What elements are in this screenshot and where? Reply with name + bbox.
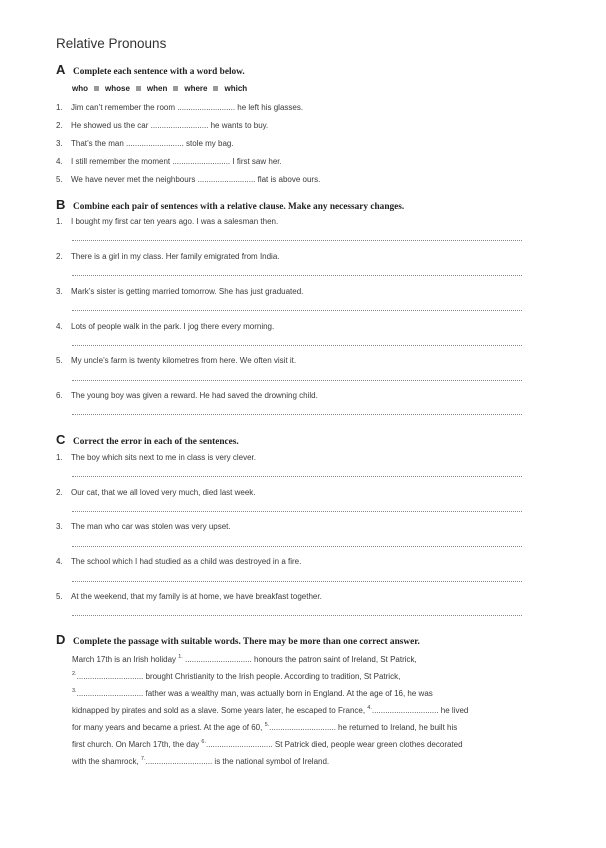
word-box-item: whose bbox=[105, 84, 130, 93]
passage-text: .............................. father was a wealthy man, was actually born in England. At the age of 16, he was bbox=[76, 689, 433, 698]
square-bullet-icon bbox=[136, 86, 141, 91]
section-b-letter: B bbox=[56, 197, 66, 212]
gap-number: 7. bbox=[140, 756, 146, 762]
exercise-item: 1. I bought my first car ten years ago. I was a salesman then. bbox=[56, 217, 279, 226]
section-b-heading bbox=[56, 197, 404, 212]
passage-line bbox=[72, 740, 532, 749]
passage-line bbox=[72, 757, 532, 766]
passage-text: .............................. he returned to Ireland, he built his bbox=[269, 723, 458, 732]
exercise-item: 5. We have never met the neighbours .......................... flat is above ours. bbox=[56, 175, 321, 184]
square-bullet-icon bbox=[94, 86, 99, 91]
section-d-instruction: Complete the passage with suitable words. There may be more than one correct answer. bbox=[73, 637, 420, 647]
exercise-item: 2. There is a girl in my class. Her family emigrated from India. bbox=[56, 252, 280, 261]
section-c-instruction: Correct the error in each of the sentences. bbox=[73, 437, 239, 447]
exercise-item: 4. I still remember the moment .......................... I first saw her. bbox=[56, 157, 282, 166]
exercise-item: 1. The boy which sits next to me in class is very clever. bbox=[56, 453, 256, 462]
passage-line bbox=[72, 655, 532, 664]
answer-line[interactable] bbox=[72, 476, 522, 477]
passage-text: kidnapped by pirates and sold as a slave. Some years later, he escaped to France, bbox=[72, 706, 368, 715]
exercise-item: 3. The man who car was stolen was very upset. bbox=[56, 522, 231, 531]
passage-text: with the shamrock, bbox=[72, 757, 141, 766]
section-d-letter: D bbox=[56, 632, 66, 647]
gap-number: 6. bbox=[201, 739, 206, 745]
exercise-item: 3. That’s the man .......................... stole my bag. bbox=[56, 139, 234, 148]
section-b-instruction: Combine each pair of sentences with a relative clause. Make any necessary changes. bbox=[73, 202, 405, 212]
answer-line[interactable] bbox=[72, 581, 522, 582]
answer-line[interactable] bbox=[72, 275, 522, 276]
answer-line[interactable] bbox=[72, 511, 522, 512]
passage-text: .............................. brought Christianity to the Irish people. According to tradition, St Patrick, bbox=[76, 672, 401, 681]
passage-line bbox=[72, 672, 532, 681]
gap-number: 1. bbox=[178, 654, 183, 660]
gap-number: 3. bbox=[72, 688, 77, 694]
section-c-letter: C bbox=[56, 432, 66, 447]
word-box-item: which bbox=[224, 84, 248, 93]
section-c-heading bbox=[56, 432, 239, 447]
gap-number: 5. bbox=[264, 722, 270, 728]
answer-line[interactable] bbox=[72, 380, 522, 381]
exercise-item: 6. The young boy was given a reward. He had saved the drowning child. bbox=[56, 391, 318, 400]
passage-text: .............................. he lived bbox=[371, 706, 469, 715]
word-box-item: where bbox=[184, 84, 208, 93]
passage-text: first church. On March 17th, the day bbox=[72, 740, 202, 749]
passage-text: March 17th is an Irish holiday bbox=[72, 655, 179, 664]
section-d-heading bbox=[56, 632, 420, 647]
answer-line[interactable] bbox=[72, 345, 522, 346]
exercise-item: 5. My uncle’s farm is twenty kilometres from here. We often visit it. bbox=[56, 356, 297, 365]
section-a-letter: A bbox=[56, 62, 66, 77]
word-box bbox=[72, 84, 247, 93]
exercise-item: 2. He showed us the car .......................... he wants to buy. bbox=[56, 121, 269, 130]
exercise-item: 2. Our cat, that we all loved very much, died last week. bbox=[56, 488, 256, 497]
passage-line bbox=[72, 723, 532, 732]
exercise-item: 4. The school which I had studied as a child was destroyed in a fire. bbox=[56, 557, 302, 566]
square-bullet-icon bbox=[213, 86, 218, 91]
answer-line[interactable] bbox=[72, 310, 522, 311]
answer-line[interactable] bbox=[72, 240, 522, 241]
page-title: Relative Pronouns bbox=[56, 36, 167, 51]
passage-text: .............................. is the national symbol of Ireland. bbox=[145, 757, 330, 766]
section-a-heading bbox=[56, 62, 245, 77]
word-box-item: when bbox=[146, 84, 168, 93]
gap-number: 4. bbox=[367, 705, 372, 711]
section-a-instruction: Complete each sentence with a word below. bbox=[73, 67, 245, 77]
passage-line bbox=[72, 706, 532, 715]
square-bullet-icon bbox=[173, 86, 178, 91]
exercise-item: 5. At the weekend, that my family is at home, we have breakfast together. bbox=[56, 592, 322, 601]
exercise-item: 3. Mark’s sister is getting married tomorrow. She has just graduated. bbox=[56, 287, 304, 296]
exercise-item: 4. Lots of people walk in the park. I jog there every morning. bbox=[56, 322, 275, 331]
answer-line[interactable] bbox=[72, 414, 522, 415]
gap-number: 2. bbox=[72, 671, 77, 677]
passage-text: .............................. honours the patron saint of Ireland, St Patrick, bbox=[182, 655, 417, 664]
exercise-item: 1. Jim can’t remember the room .......................... he left his glasses. bbox=[56, 103, 304, 112]
passage-text: for many years and became a priest. At the age of 60, bbox=[72, 723, 265, 732]
answer-line[interactable] bbox=[72, 615, 522, 616]
answer-line[interactable] bbox=[72, 546, 522, 547]
word-box-item: who bbox=[72, 84, 88, 93]
passage-line bbox=[72, 689, 532, 698]
passage-text: .............................. St Patrick died, people wear green clothes decorated bbox=[205, 740, 463, 749]
